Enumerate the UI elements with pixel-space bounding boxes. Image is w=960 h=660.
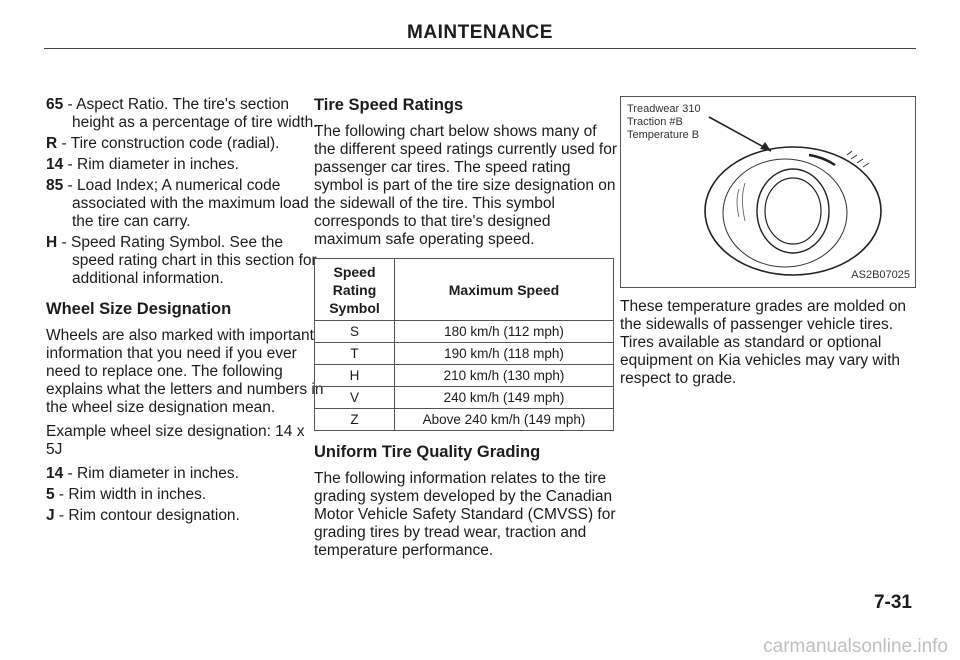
definition-separator: -: [63, 156, 78, 173]
symbol-column-header: [315, 259, 395, 321]
definition-text: Aspect Ratio. The tire's section height as a percentage of tire width.: [72, 96, 318, 131]
definition-separator: -: [63, 177, 78, 194]
definition-key: J: [46, 507, 55, 524]
definition-text: Tire construction code (radial).: [70, 135, 280, 152]
speed-table-row: [315, 409, 614, 431]
max-speed-cell: 180 km/h (112 mph): [395, 321, 614, 343]
rim-inner: [765, 178, 821, 244]
definition-item: [46, 177, 324, 231]
speed-table-header-row: [315, 259, 614, 321]
figure-code: AS2B07025: [851, 269, 910, 281]
definition-key: R: [46, 135, 58, 152]
definition-item: [46, 507, 324, 525]
max-speed-cell: 240 km/h (149 mph): [395, 387, 614, 409]
definition-text: Rim width in inches.: [68, 486, 207, 503]
symbol-header-line: Speed: [333, 263, 376, 280]
speed-ratings-paragraph: The following chart below shows many of the different speed ratings currently used for passenger car tires. The speed rating symbol is part of the tire size designation on the sidewall of the tire. This symbol corresponds to that tire's designed maximum safe operating speed.: [314, 123, 617, 248]
speed-symbol-cell: Z: [315, 409, 395, 431]
definition-separator: -: [54, 486, 69, 503]
max-speed-column-header: Maximum Speed: [395, 259, 614, 321]
tire-outer-edge: [705, 147, 881, 275]
definition-item: [46, 234, 324, 288]
uniform-grading-heading: Uniform Tire Quality Grading: [314, 443, 541, 461]
sidewall-shading: [737, 183, 745, 221]
header-rule: [44, 48, 916, 49]
definition-key: H: [46, 234, 58, 251]
symbol-header-line: Rating: [332, 281, 377, 298]
speed-symbol-cell: H: [315, 365, 395, 387]
page-number: 7-31: [873, 592, 912, 613]
definition-separator: -: [63, 465, 78, 482]
definition-item: [46, 156, 324, 174]
wheel-size-paragraph: Wheels are also marked with important information that you need if you ever need to replace one. The following explains what the letters and numbers in the wheel size designation mean.: [46, 327, 324, 416]
definition-separator: -: [54, 507, 69, 524]
speed-symbol-cell: T: [315, 343, 395, 365]
definition-key: 65: [46, 96, 64, 113]
definition-separator: -: [57, 135, 71, 152]
definition-text: Load Index; A numerical code associated with the maximum load the tire can carry.: [72, 177, 309, 230]
symbol-header-line: Symbol: [329, 299, 380, 316]
max-speed-cell: 210 km/h (130 mph): [395, 365, 614, 387]
speed-table-row: [315, 321, 614, 343]
speed-rating-table: [314, 258, 614, 431]
speed-table-row: [315, 387, 614, 409]
definition-text: Speed Rating Symbol. See the speed rating chart in this section for additional information.: [70, 234, 317, 287]
definition-text: Rim diameter in inches.: [77, 465, 239, 482]
definition-key: 14: [46, 156, 64, 173]
tread-marks: [847, 151, 869, 167]
definition-key: 5: [46, 486, 55, 503]
wheel-size-example: Example wheel size designation: 14 x 5J: [46, 423, 305, 458]
middle-column: [314, 96, 618, 566]
pointer-arrow-line: [709, 117, 771, 151]
definition-separator: -: [57, 234, 71, 251]
tire-code-definitions: [46, 96, 324, 288]
left-column: [46, 96, 324, 528]
max-speed-cell: 190 km/h (118 mph): [395, 343, 614, 365]
speed-ratings-heading: Tire Speed Ratings: [314, 96, 464, 114]
definition-item: [46, 135, 324, 153]
definition-item: [46, 96, 324, 132]
speed-table-row: [315, 343, 614, 365]
tire-sidewall-figure: [620, 96, 916, 288]
uniform-grading-paragraph: The following information relates to the tire grading system developed by the Canadian Motor Vehicle Safety Standard (CMVSS) for grading tires by tread wear, traction and temperature performance.: [314, 470, 616, 559]
rim-outer: [757, 169, 829, 253]
definition-key: 85: [46, 177, 64, 194]
temperature-label: Temperature B: [627, 129, 700, 141]
wheel-code-definitions: [46, 465, 324, 525]
speed-table-row: [315, 365, 614, 387]
traction-label: Traction #B: [627, 116, 683, 128]
molded-grade-marking: [809, 155, 835, 165]
definition-item: [46, 486, 324, 504]
max-speed-cell: Above 240 km/h (149 mph): [395, 409, 614, 431]
definition-item: [46, 465, 324, 483]
definition-text: Rim contour designation.: [68, 507, 240, 524]
definition-separator: -: [63, 96, 77, 113]
watermark-text: carmanualsonline.info: [763, 636, 948, 657]
right-column: [620, 96, 916, 394]
treadwear-label: Treadwear 310: [627, 103, 701, 115]
definition-text: Rim diameter in inches.: [77, 156, 239, 173]
temperature-grades-paragraph: These temperature grades are molded on the sidewalls of passenger vehicle tires. Tires available as standard or optional equipment on Kia vehicles may vary with respect to grade.: [620, 298, 907, 387]
speed-symbol-cell: S: [315, 321, 395, 343]
wheel-size-heading: Wheel Size Designation: [46, 300, 232, 318]
page-header: MAINTENANCE: [407, 22, 553, 43]
definition-key: 14: [46, 465, 64, 482]
speed-symbol-cell: V: [315, 387, 395, 409]
